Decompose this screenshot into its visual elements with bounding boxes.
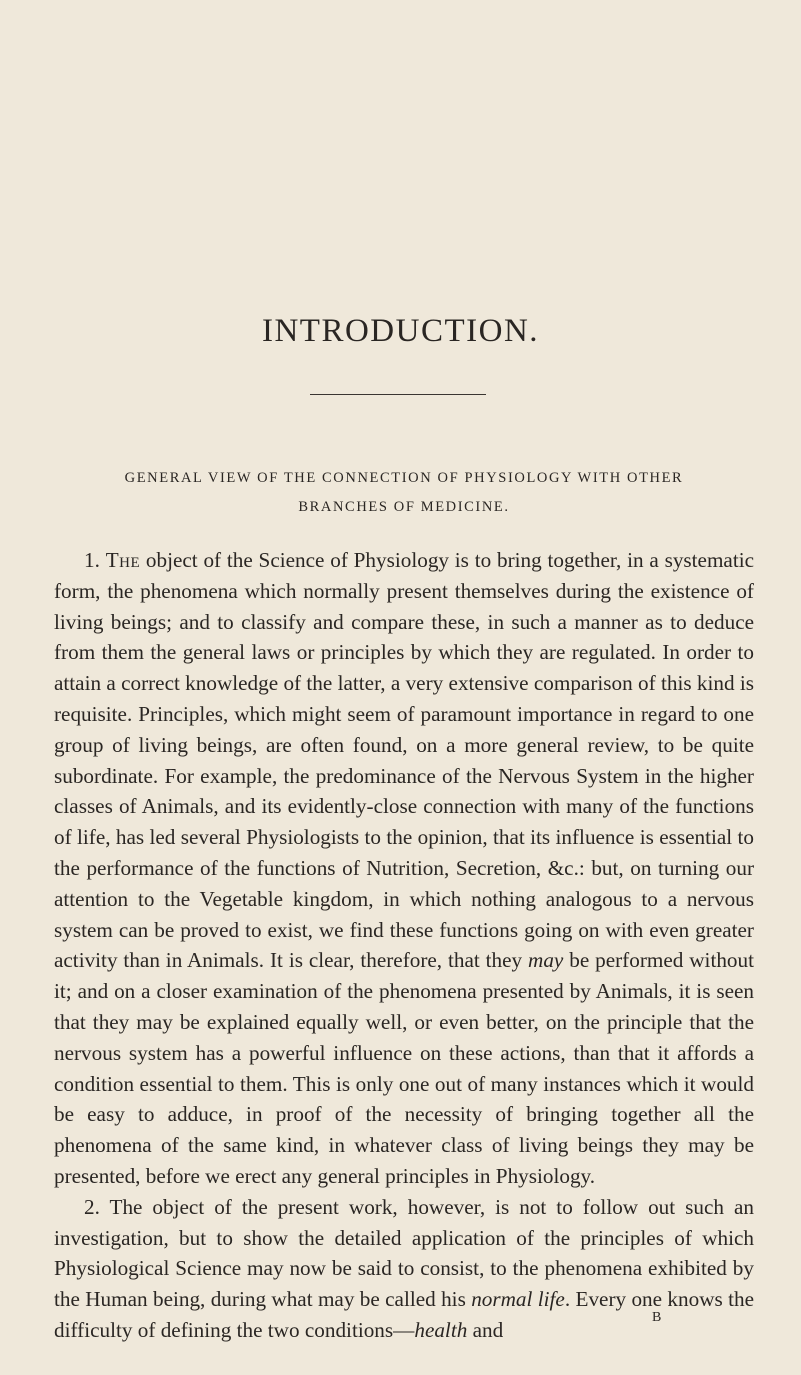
paragraph-2-text-a: 2. The object of the present work, however, is not to follow out such an investigation, but to show the detailed application of the principles of which Physiological Science may now be said to consist, to the phenomena exhibited by the Human being, during what may be called his: [54, 1194, 754, 1312]
paragraph-2: [54, 1192, 754, 1346]
section-heading-line-2: BRANCHES OF MEDICINE.: [298, 499, 510, 515]
paragraph-2-emphasis-health: health: [414, 1317, 468, 1342]
paragraph-2-text-b: . Every one knows the difficulty of defining the two conditions—: [54, 1287, 754, 1342]
paragraph-1-lead-word: The: [105, 548, 141, 572]
body-text: [54, 545, 754, 1346]
paragraph-1-number: 1.: [84, 548, 100, 572]
paragraph-1: [54, 545, 754, 1192]
section-heading: [70, 464, 738, 522]
section-heading-line-1: GENERAL VIEW OF THE CONNECTION OF PHYSIOLOGY WITH OTHER: [124, 470, 684, 486]
paragraph-1-emphasis: may: [528, 948, 564, 973]
signature-mark: B: [652, 1310, 663, 1325]
page-title: INTRODUCTION.: [261, 313, 540, 349]
title-rule: [310, 394, 486, 395]
paragraph-1-text-b: be performed without it; and on a closer examination of the phenomena presented by Animals, it is seen that they may be explained equally well, or even better, on the principle that the nervous system has a powerful influence on these actions, than that it affords a condition essential to them. This is only one out of many instances which it would be easy to adduce, in proof of the necessity of bringing together all the phenomena of the same kind, in whatever class of living beings they may be presented, before we erect any general principles in Physiology.: [54, 948, 754, 1188]
paragraph-2-text-c: and: [467, 1317, 504, 1342]
paragraph-1-text-a: object of the Science of Physiology is to bring together, in a systematic form, the phenomena which normally present themselves during the existence of living beings; and to classify and compare these, in such a manner as to deduce from them the general laws or principles by which they are regulated. In order to attain a correct knowledge of the latter, a very extensive comparison of this kind is requisite. Principles, which might seem of paramount importance in regard to one group of living beings, are often found, on a more general review, to be quite subordinate. For example, the predominance of the Nervous System in the higher classes of Animals, and its evidently-close connection with many of the functions of life, has led several Physiologists to the opinion, that its influence is essential to the performance of the functions of Nutrition, Secretion, &c.: but, on turning our attention to the Vegetable kingdom, in which nothing analogous to a nervous system can be proved to exist, we find these functions going on with even greater activity than in Animals. It is clear, therefore, that they: [54, 548, 755, 973]
paragraph-2-emphasis-normal-life: normal life: [471, 1287, 565, 1312]
